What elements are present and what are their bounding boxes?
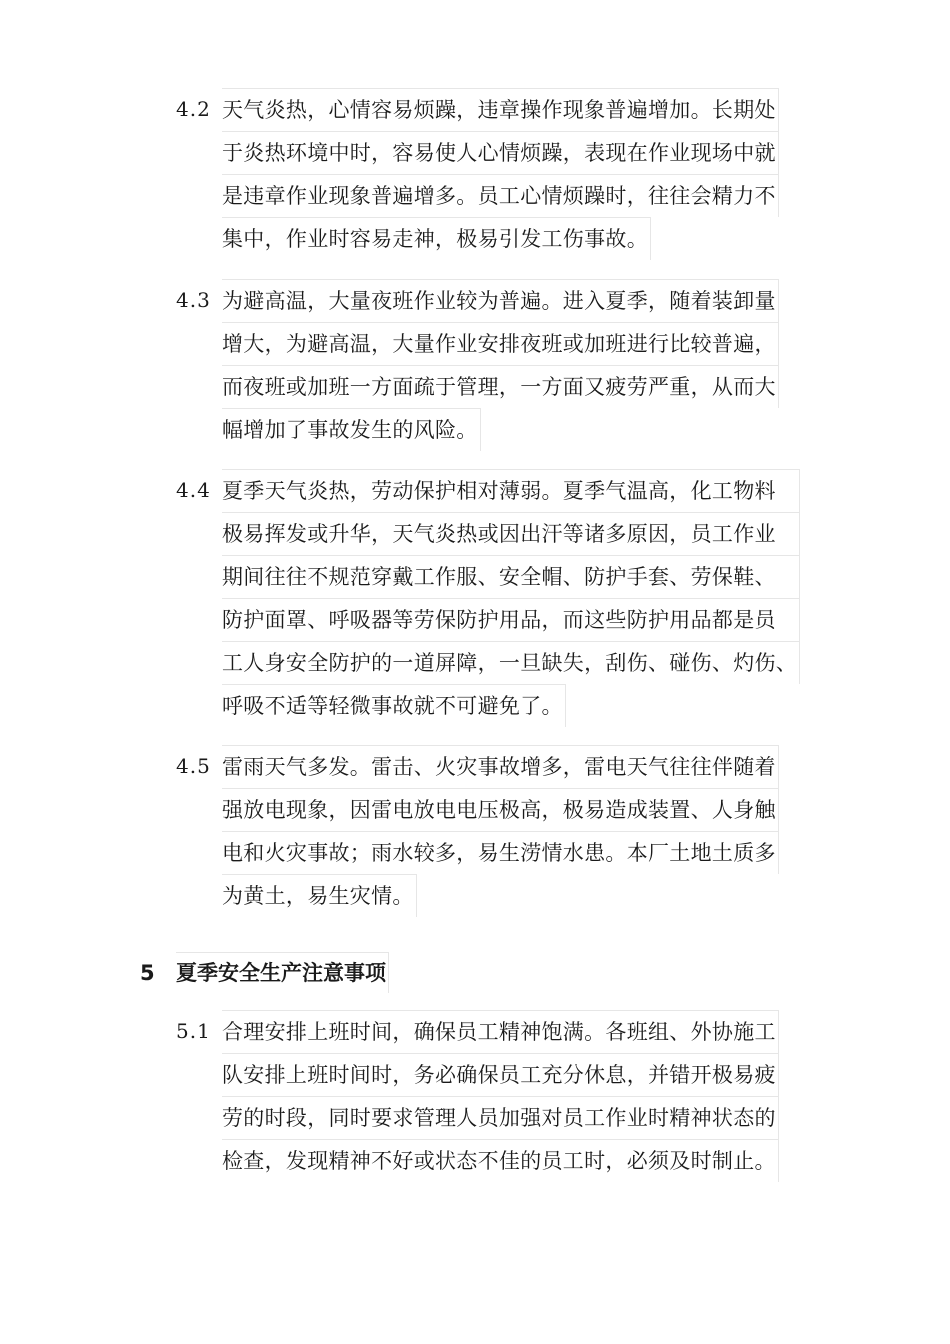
item-text [222,469,800,727]
item-text [222,1010,779,1182]
section-title: 夏季安全生产注意事项 [176,952,389,993]
text-line: 劳的时段，同时要求管理人员加强对员工作业时精神状态的 [222,1096,779,1139]
text-line: 幅增加了事故发生的风险。 [222,408,481,451]
text-line: 集中，作业时容易走神，极易引发工伤事故。 [222,217,651,260]
text-line: 电和火灾事故；雨水较多，易生涝情水患。本厂土地土质多 [222,831,779,874]
text-line: 极易挥发或升华，天气炎热或因出汗等诸多原因，员工作业 [222,512,800,555]
text-line: 天气炎热，心情容易烦躁，违章操作现象普遍增加。长期处 [222,88,779,131]
text-line: 队安排上班时间时，务必确保员工充分休息，并错开极易疲 [222,1053,779,1096]
item-number: 5.1 [176,1019,211,1043]
item-text [222,88,779,260]
text-line: 呼吸不适等轻微事故就不可避免了。 [222,684,566,727]
text-line: 雷雨天气多发。雷击、火灾事故增多，雷电天气往往伴随着 [222,745,779,788]
text-line: 于炎热环境中时，容易使人心情烦躁，表现在作业现场中就 [222,131,779,174]
text-line: 强放电现象，因雷电放电电压极高，极易造成装置、人身触 [222,788,779,831]
item-text [222,279,779,451]
text-line: 而夜班或加班一方面疏于管理，一方面又疲劳严重，从而大 [222,365,779,408]
section-number: 5 [140,961,155,985]
text-line: 检查，发现精神不好或状态不佳的员工时，必须及时制止。 [222,1139,779,1182]
text-line: 合理安排上班时间，确保员工精神饱满。各班组、外协施工 [222,1010,779,1053]
item-number: 4.2 [176,97,211,121]
text-line: 增大，为避高温，大量作业安排夜班或加班进行比较普遍， [222,322,779,365]
text-line: 防护面罩、呼吸器等劳保防护用品，而这些防护用品都是员 [222,598,800,641]
item-text [222,745,779,917]
text-line: 工人身安全防护的一道屏障，一旦缺失，刮伤、碰伤、灼伤、 [222,641,800,684]
text-line: 期间往往不规范穿戴工作服、安全帽、防护手套、劳保鞋、 [222,555,800,598]
text-line: 为黄土，易生灾情。 [222,874,417,917]
item-number: 4.3 [176,288,211,312]
text-line: 为避高温，大量夜班作业较为普遍。进入夏季，随着装卸量 [222,279,779,322]
section-heading [140,952,389,992]
text-line: 是违章作业现象普遍增多。员工心情烦躁时，往往会精力不 [222,174,779,217]
item-number: 4.4 [176,478,211,502]
item-number: 4.5 [176,754,211,778]
text-line: 夏季天气炎热，劳动保护相对薄弱。夏季气温高，化工物料 [222,469,800,512]
